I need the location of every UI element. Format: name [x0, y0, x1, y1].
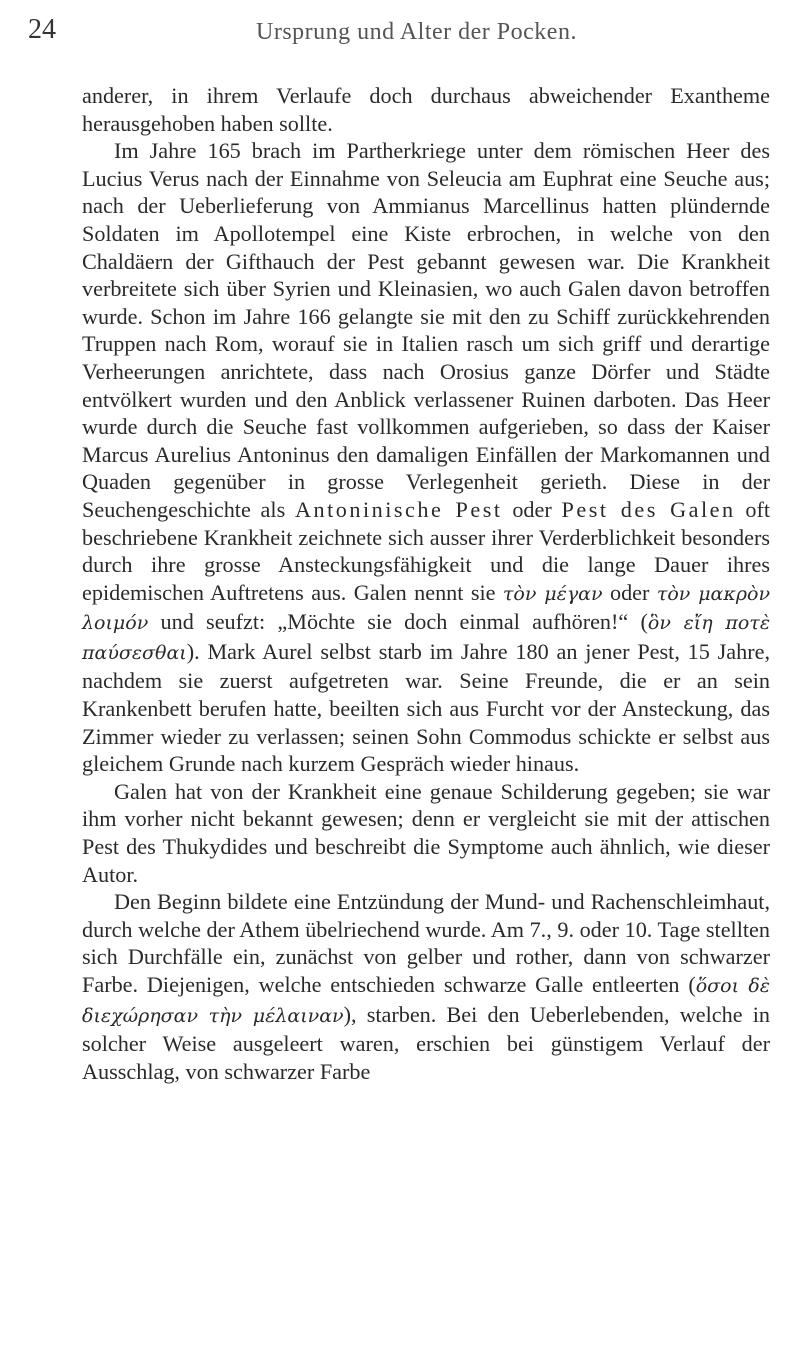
greek-phrase-ton-megan: τὸν μέγαν [502, 582, 603, 605]
paragraph-2-text-3: oft beschriebene Krankheit zeichnete sich ausser ihrer Verderblichkeit besonders durch ihre grosse Ansteckungsfähigkeit und die lange Dauer ihres epidemischen Auftretens aus. Galen nennt sie [82, 496, 771, 605]
running-title: Ursprung und Alter der Pocken. [256, 19, 577, 45]
paragraph-1 [82, 82, 770, 137]
page-number: 24 [28, 14, 56, 45]
paragraph-4 [82, 888, 770, 1085]
paragraph-3 [82, 778, 770, 888]
spaced-term-antoninische-pest: Antoninische Pest [294, 496, 503, 522]
paragraph-2-text-2: oder [512, 496, 552, 522]
running-head [28, 12, 772, 52]
paragraph-4-text-1: Den Beginn bildete eine Entzündung der Mund- und Rachenschleimhaut, durch welche der Athem übelriechend wurde. Am 7., 9. oder 10. Tage stellten sich Durchfälle ein, zunächst von gelber und rother, dann von schwarzer Farbe. Diejenigen, welche entschieden schwarze Galle entleerten ( [82, 889, 770, 997]
greek-phrase-hon-eie-pote: ὃν εἴη ποτὲ παύσεσθαι [82, 612, 771, 664]
spaced-term-pest-des-galen: Pest des Galen [561, 496, 736, 522]
paragraph-2-text-1: Im Jahre 165 brach im Partherkriege unter dem römischen Heer des Lucius Verus nach der Einnahme von Seleucia am Euphrat eine Seuche aus; nach der Ueberlieferung von Ammianus Marcellinus hatten plündernde Soldaten im Apollotempel eine Kiste erbrochen, in welche von den Chaldäern der Gifthauch der Pest gebannt gewesen war. Die Krankheit verbreitete sich über Syrien und Kleinasien, wo auch Galen davon betroffen wurde. Schon im Jahre 166 gelangte sie mit den zu Schiff zurückkehrenden Truppen nach Rom, worauf sie in Italien rasch um sich griff und derartige Verheerungen anrichtete, dass nach Orosius ganze Dörfer und Städte entvölkert wurden und den Anblick verlassener Ruinen darboten. Das Heer wurde durch die Seuche fast vollkommen aufgerieben, so dass der Kaiser Marcus Aurelius Antoninus den damaligen Einfällen der Markomannen und Quaden gegenüber in grosse Verlegenheit gerieth. Diese in der Seuchengeschichte als [82, 138, 770, 522]
body-text [82, 82, 770, 1085]
paragraph-2-text-6: ). Mark Aurel selbst starb im Jahre 180 an jener Pest, 15 Jahre, nachdem sie zuerst aufgetreten war. Seine Freunde, die er an sein Krankenbett berufen hatte, beeilten sich aus Furcht vor der Ansteckung, das Zimmer wieder zu verlassen; seinen Sohn Commodus schickte er selbst aus gleichem Grunde nach kurzem Gespräch wieder hinaus. [82, 638, 770, 777]
paragraph-2-text-5: und seufzt: „Möchte sie doch einmal aufhören!“ ( [160, 609, 648, 635]
paragraph-2 [82, 137, 770, 778]
greek-phrase-hosoi-de: ὅσοι δὲ διεχώρησαν τὴν μέλαιναν [82, 975, 770, 1027]
paragraph-2-text-4: oder [609, 579, 650, 605]
greek-phrase-ton-makron-loimon: τὸν μακρὸν λοιμόν [82, 582, 771, 635]
paragraph-3-text: Galen hat von der Krankheit eine genaue Schilderung gegeben; sie war ihm vorher nicht bekannt gewesen; denn er vergleicht sie mit der attischen Pest des Thukydides und beschreibt die Symptome auch ähnlich, wie dieser Autor. [82, 778, 770, 887]
paragraph-4-text-2: ), starben. Bei den Ueberlebenden, welche in solcher Weise ausgeleert waren, erschien bei günstigem Verlauf der Ausschlag, von schwarzer Farbe [82, 1001, 770, 1084]
paragraph-1-text: anderer, in ihrem Verlaufe doch durchaus abweichender Exantheme herausgehoben haben sollte. [82, 83, 770, 136]
